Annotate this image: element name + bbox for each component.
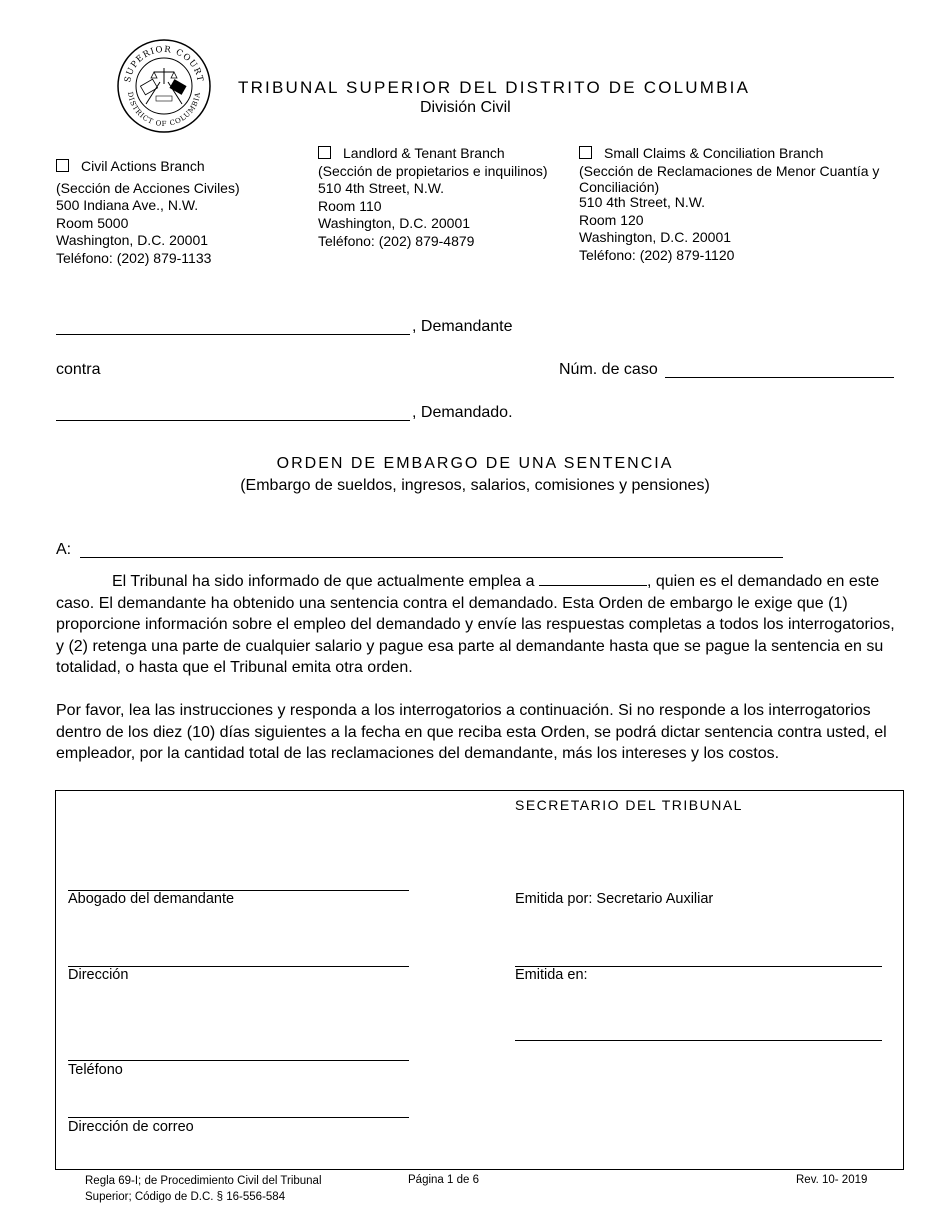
branch-address: 500 Indiana Ave., N.W. bbox=[56, 197, 199, 213]
court-seal bbox=[116, 38, 212, 134]
phone-label: Teléfono bbox=[68, 1062, 123, 1078]
issued-by-label: Emitida por: Secretario Auxiliar bbox=[515, 891, 714, 907]
branch-name: Civil Actions Branch bbox=[81, 158, 205, 174]
page-number: Página 1 de 6 bbox=[408, 1174, 479, 1186]
branch-landlord-tenant bbox=[318, 145, 548, 250]
clerk-heading: SECRETARIO DEL TRIBUNAL bbox=[515, 797, 743, 813]
branch-room: Room 110 bbox=[318, 197, 382, 214]
signature-box bbox=[55, 790, 904, 1170]
civil-actions-checkbox[interactable] bbox=[56, 159, 69, 172]
branch-phone: Teléfono: (202) 879-1133 bbox=[56, 249, 212, 266]
branch-phone: Teléfono: (202) 879-1120 bbox=[579, 246, 735, 263]
branch-name: Small Claims & Conciliation Branch bbox=[604, 145, 824, 161]
address-label: Dirección bbox=[68, 967, 129, 983]
issued-on-label: Emitida en: bbox=[515, 967, 588, 983]
issued-on-line[interactable] bbox=[515, 1040, 882, 1041]
branch-small-claims bbox=[579, 145, 879, 264]
email-line[interactable] bbox=[68, 1117, 409, 1118]
small-claims-checkbox[interactable] bbox=[579, 146, 592, 159]
court-name: TRIBUNAL SUPERIOR DEL DISTRITO DE COLUMBIA bbox=[238, 78, 751, 97]
branch-address: 510 4th Street, N.W. bbox=[318, 180, 445, 196]
employee-name-blank[interactable] bbox=[539, 571, 647, 586]
landlord-tenant-checkbox[interactable] bbox=[318, 146, 331, 159]
to-label: A: bbox=[56, 541, 72, 558]
defendant-label: , Demandado. bbox=[412, 404, 513, 421]
plaintiff-name-line[interactable] bbox=[56, 334, 410, 335]
footer-rule bbox=[85, 1173, 322, 1205]
phone-line[interactable] bbox=[68, 1060, 409, 1061]
branch-spanish-name: (Sección de propietarios e inquilinos) bbox=[318, 162, 548, 179]
svg-text:DISTRICT OF COLUMBIA bbox=[126, 91, 202, 128]
to-recipient-line[interactable] bbox=[80, 557, 783, 558]
plaintiff-label: , Demandante bbox=[412, 318, 513, 335]
para1-after: , quien es el demandado en este caso. El demandante ha obtenido una sentencia contra el demandado. Esta Orden de embargo le exige que (1) proporcione información sobre el empleo del demandado y envíe las respuestas completas a todos los interrogatorios, y (2) retenga una parte de cualquier salario y pague esa parte al demandante hasta que se pague la sentencia en su totalidad, o hasta que el Tribunal emita otra orden. bbox=[56, 573, 895, 676]
defendant-name-line[interactable] bbox=[56, 420, 410, 421]
branch-room: Room 120 bbox=[579, 211, 644, 228]
branch-city: Washington, D.C. 20001 bbox=[579, 229, 732, 245]
footer-rule-line-2: Superior; Código de D.C. § 16-556-584 bbox=[85, 1191, 286, 1203]
case-number-label: Núm. de caso bbox=[559, 361, 658, 378]
branch-spanish-name: (Sección de Reclamaciones de Menor Cuantía y bbox=[579, 162, 880, 179]
branch-address: 510 4th Street, N.W. bbox=[579, 194, 706, 210]
seal-bottom-text: DISTRICT OF COLUMBIA bbox=[125, 91, 203, 129]
branch-phone: Teléfono: (202) 879-4879 bbox=[318, 232, 475, 249]
para1-before: El Tribunal ha sido informado de que actualmente emplea a bbox=[112, 573, 535, 590]
attorney-label: Abogado del demandante bbox=[68, 891, 235, 907]
revision-label: Rev. 10- 2019 bbox=[796, 1174, 868, 1186]
branch-spanish-name: (Sección de Acciones Civiles) bbox=[56, 179, 240, 196]
branch-city: Washington, D.C. 20001 bbox=[56, 232, 209, 248]
order-paragraph-1 bbox=[56, 571, 896, 679]
order-title: ORDEN DE EMBARGO DE UNA SENTENCIA bbox=[276, 455, 674, 472]
court-division: División Civil bbox=[420, 99, 511, 116]
order-subtitle: (Embargo de sueldos, ingresos, salarios, comisiones y pensiones) bbox=[240, 477, 710, 494]
versus-label: contra bbox=[56, 361, 101, 378]
email-label: Dirección de correo bbox=[68, 1119, 194, 1135]
branch-civil-actions bbox=[56, 158, 240, 267]
seal-top-text: SUPERIOR COURT bbox=[123, 44, 205, 84]
case-number-line[interactable] bbox=[665, 377, 894, 378]
footer-rule-line-1: Regla 69-I; de Procedimiento Civil del Tribunal bbox=[85, 1175, 322, 1187]
order-paragraph-2: Por favor, lea las instrucciones y responda a los interrogatorios a continuación. Si no responde a los interrogatorios dentro de los diez (10) días siguientes a la fecha en que reciba esta Orden, se podrá dictar sentencia contra usted, el empleador, por la cantidad total de las reclamaciones del demandante, más los intereses y los costos. bbox=[56, 702, 887, 762]
branch-name: Landlord & Tenant Branch bbox=[343, 145, 505, 161]
branch-spanish-name-cont: Conciliación) bbox=[579, 179, 660, 195]
branch-city: Washington, D.C. 20001 bbox=[318, 215, 471, 231]
branch-room: Room 5000 bbox=[56, 214, 129, 231]
